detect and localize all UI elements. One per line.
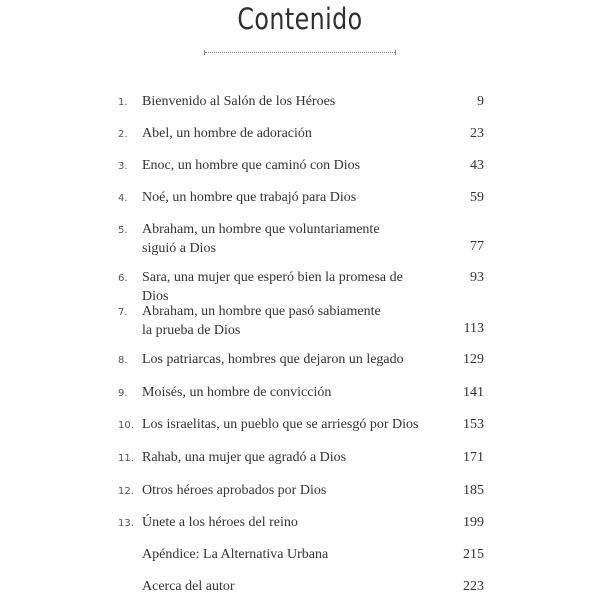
entry-title: Sara, una mujer que esperó bien la promesa de Dios xyxy=(142,270,403,304)
entry-number: 5. xyxy=(118,225,128,236)
entry-page-number: 9 xyxy=(477,94,484,109)
entry-title: Moisés, un hombre de convicción xyxy=(142,385,332,400)
entry-page-number: 113 xyxy=(463,321,484,336)
entry-title: Apéndice: La Alternativa Urbana xyxy=(142,547,329,562)
entry-title: Rahab, una mujer que agradó a Dios xyxy=(142,450,347,465)
entry-title: Noé, un hombre que trabajó para Dios xyxy=(142,190,357,205)
entry-number: 10. xyxy=(118,420,134,431)
entry-page-number: 77 xyxy=(470,239,484,254)
entry-number: 12. xyxy=(118,486,134,497)
entry-page-number: 129 xyxy=(463,352,484,367)
entry-title: Abel, un hombre de adoración xyxy=(142,126,312,141)
entry-page-number: 141 xyxy=(463,385,484,400)
entry-page-number: 43 xyxy=(470,158,484,173)
entry-title: Abraham, un hombre que voluntariamente siguió a Dios xyxy=(142,222,380,256)
entry-page-number: 171 xyxy=(463,450,484,465)
entry-title: Bienvenido al Salón de los Héroes xyxy=(142,94,336,109)
entry-number: 4. xyxy=(118,193,128,204)
entry-number: 9. xyxy=(118,388,128,399)
page-title: Contenido xyxy=(237,2,363,36)
entry-title: Únete a los héroes del reino xyxy=(142,515,298,530)
entry-number: 13. xyxy=(118,518,134,529)
entry-page-number: 59 xyxy=(470,190,484,205)
entry-page-number: 223 xyxy=(463,579,484,594)
entry-page-number: 93 xyxy=(470,270,484,285)
entry-title: Los israelitas, un pueblo que se arriesgó por Dios xyxy=(142,417,419,432)
entry-number: 6. xyxy=(118,273,128,284)
entry-number: 8. xyxy=(118,355,128,366)
entry-page-number: 23 xyxy=(470,126,484,141)
entry-number: 7. xyxy=(118,307,128,318)
entry-number: 11. xyxy=(118,453,134,464)
entry-title: Acerca del autor xyxy=(142,579,235,594)
entry-page-number: 199 xyxy=(463,515,484,530)
entry-title: Abraham, un hombre que pasó sabiamente la prueba de Dios xyxy=(142,304,381,338)
entry-page-number: 153 xyxy=(463,417,484,432)
entry-number: 2. xyxy=(118,129,128,140)
entry-page-number: 215 xyxy=(463,547,484,562)
entry-title: Otros héroes aprobados por Dios xyxy=(142,483,327,498)
entry-title: Enoc, un hombre que caminó con Dios xyxy=(142,158,361,173)
entry-number: 3. xyxy=(118,161,128,172)
entry-number: 1. xyxy=(118,97,128,108)
entry-page-number: 185 xyxy=(463,483,484,498)
entry-title: Los patriarcas, hombres que dejaron un legado xyxy=(142,352,404,367)
